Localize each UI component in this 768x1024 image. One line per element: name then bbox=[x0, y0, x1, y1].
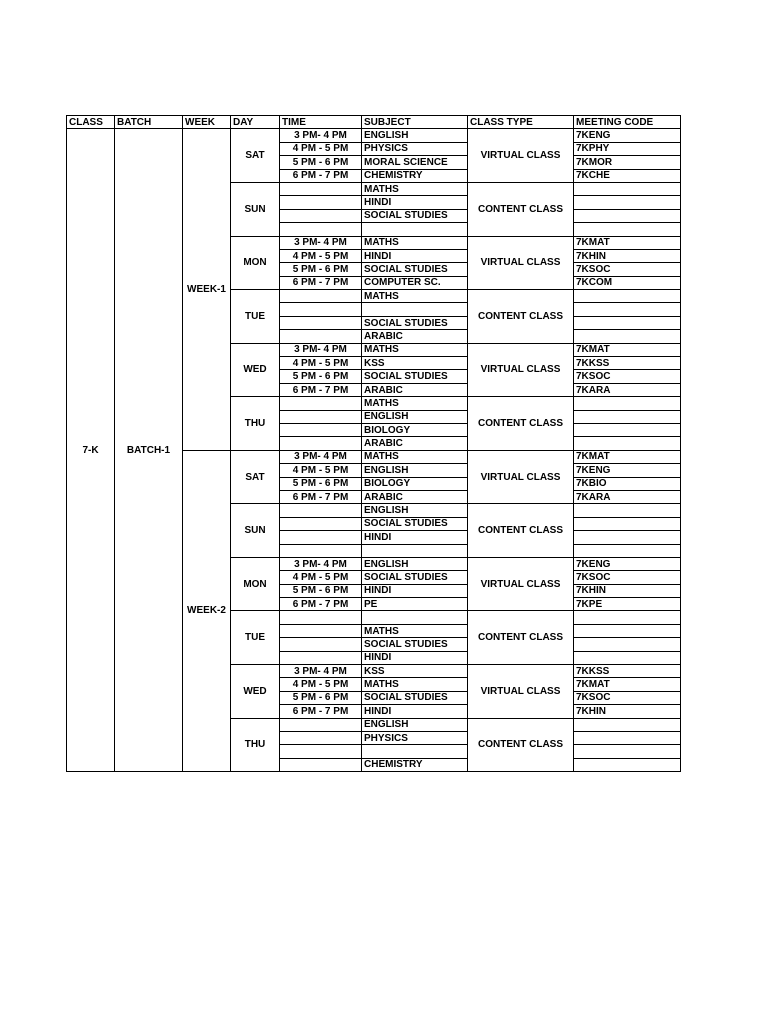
meeting-code-cell bbox=[574, 182, 681, 195]
subject-cell: ENGLISH bbox=[362, 129, 468, 142]
time-cell: 4 PM - 5 PM bbox=[280, 464, 362, 477]
timetable bbox=[66, 115, 681, 772]
subject-cell: SOCIAL STUDIES bbox=[362, 638, 468, 651]
time-cell bbox=[280, 437, 362, 450]
time-cell: 3 PM- 4 PM bbox=[280, 129, 362, 142]
time-cell bbox=[280, 196, 362, 209]
subject-cell bbox=[362, 303, 468, 316]
class-type-cell: VIRTUAL CLASS bbox=[468, 557, 574, 611]
meeting-code-cell bbox=[574, 517, 681, 530]
time-cell bbox=[280, 182, 362, 195]
subject-cell bbox=[362, 611, 468, 624]
meeting-code-cell: 7KCHE bbox=[574, 169, 681, 182]
time-cell bbox=[280, 517, 362, 530]
subject-cell: KSS bbox=[362, 357, 468, 370]
time-cell: 4 PM - 5 PM bbox=[280, 142, 362, 155]
time-cell bbox=[280, 209, 362, 222]
subject-cell: SOCIAL STUDIES bbox=[362, 370, 468, 383]
subject-cell: SOCIAL STUDIES bbox=[362, 571, 468, 584]
day-cell: SUN bbox=[231, 182, 280, 236]
time-cell bbox=[280, 758, 362, 771]
meeting-code-cell bbox=[574, 423, 681, 436]
day-cell: WED bbox=[231, 343, 280, 397]
header-batch: BATCH bbox=[115, 116, 183, 129]
header-row bbox=[67, 116, 681, 129]
meeting-code-cell bbox=[574, 316, 681, 329]
week-cell: WEEK-1 bbox=[183, 129, 231, 450]
meeting-code-cell bbox=[574, 651, 681, 664]
class-type-cell: CONTENT CLASS bbox=[468, 611, 574, 665]
time-cell: 5 PM - 6 PM bbox=[280, 691, 362, 704]
subject-cell: SOCIAL STUDIES bbox=[362, 316, 468, 329]
meeting-code-cell: 7KMAT bbox=[574, 678, 681, 691]
meeting-code-cell bbox=[574, 330, 681, 343]
day-cell: THU bbox=[231, 397, 280, 451]
class-type-cell: CONTENT CLASS bbox=[468, 397, 574, 451]
time-cell bbox=[280, 410, 362, 423]
subject-cell: MATHS bbox=[362, 678, 468, 691]
time-cell: 3 PM- 4 PM bbox=[280, 557, 362, 570]
time-cell bbox=[280, 316, 362, 329]
meeting-code-cell bbox=[574, 303, 681, 316]
time-cell bbox=[280, 611, 362, 624]
subject-cell: PE bbox=[362, 598, 468, 611]
class-type-cell: CONTENT CLASS bbox=[468, 182, 574, 236]
time-cell bbox=[280, 651, 362, 664]
subject-cell: CHEMISTRY bbox=[362, 169, 468, 182]
meeting-code-cell bbox=[574, 196, 681, 209]
time-cell: 3 PM- 4 PM bbox=[280, 236, 362, 249]
meeting-code-cell bbox=[574, 223, 681, 236]
time-cell: 4 PM - 5 PM bbox=[280, 571, 362, 584]
day-cell: TUE bbox=[231, 290, 280, 344]
time-cell bbox=[280, 624, 362, 637]
subject-cell: PHYSICS bbox=[362, 142, 468, 155]
subject-cell: MATHS bbox=[362, 290, 468, 303]
subject-cell: HINDI bbox=[362, 531, 468, 544]
time-cell bbox=[280, 638, 362, 651]
time-cell: 6 PM - 7 PM bbox=[280, 705, 362, 718]
week-cell: WEEK-2 bbox=[183, 450, 231, 771]
meeting-code-cell: 7KSOC bbox=[574, 370, 681, 383]
meeting-code-cell: 7KMAT bbox=[574, 450, 681, 463]
meeting-code-cell: 7KMAT bbox=[574, 236, 681, 249]
subject-cell: MATHS bbox=[362, 450, 468, 463]
meeting-code-cell: 7KHIN bbox=[574, 584, 681, 597]
batch-cell: BATCH-1 bbox=[115, 129, 183, 772]
meeting-code-cell: 7KARA bbox=[574, 490, 681, 503]
meeting-code-cell bbox=[574, 290, 681, 303]
subject-cell: MATHS bbox=[362, 624, 468, 637]
subject-cell: MATHS bbox=[362, 397, 468, 410]
subject-cell: MATHS bbox=[362, 182, 468, 195]
time-cell bbox=[280, 504, 362, 517]
header-class: CLASS bbox=[67, 116, 115, 129]
subject-cell bbox=[362, 223, 468, 236]
meeting-code-cell bbox=[574, 624, 681, 637]
time-cell: 4 PM - 5 PM bbox=[280, 249, 362, 262]
subject-cell: SOCIAL STUDIES bbox=[362, 691, 468, 704]
day-cell: TUE bbox=[231, 611, 280, 665]
time-cell bbox=[280, 544, 362, 557]
meeting-code-cell bbox=[574, 209, 681, 222]
meeting-code-cell: 7KPHY bbox=[574, 142, 681, 155]
subject-cell: SOCIAL STUDIES bbox=[362, 517, 468, 530]
class-cell: 7-K bbox=[67, 129, 115, 772]
subject-cell: ENGLISH bbox=[362, 410, 468, 423]
class-type-cell: VIRTUAL CLASS bbox=[468, 665, 574, 719]
meeting-code-cell bbox=[574, 397, 681, 410]
timetable-sheet bbox=[66, 115, 681, 772]
subject-cell: ENGLISH bbox=[362, 557, 468, 570]
class-type-cell: CONTENT CLASS bbox=[468, 290, 574, 344]
class-type-cell: CONTENT CLASS bbox=[468, 718, 574, 772]
subject-cell: ARABIC bbox=[362, 490, 468, 503]
table-row bbox=[67, 129, 681, 142]
meeting-code-cell bbox=[574, 611, 681, 624]
meeting-code-cell bbox=[574, 731, 681, 744]
meeting-code-cell bbox=[574, 638, 681, 651]
time-cell: 6 PM - 7 PM bbox=[280, 490, 362, 503]
header-meeting-code: MEETING CODE bbox=[574, 116, 681, 129]
time-cell: 6 PM - 7 PM bbox=[280, 276, 362, 289]
header-day: DAY bbox=[231, 116, 280, 129]
subject-cell: PHYSICS bbox=[362, 731, 468, 744]
time-cell bbox=[280, 745, 362, 758]
day-cell: SUN bbox=[231, 504, 280, 558]
subject-cell: CHEMISTRY bbox=[362, 758, 468, 771]
meeting-code-cell: 7KCOM bbox=[574, 276, 681, 289]
time-cell: 5 PM - 6 PM bbox=[280, 477, 362, 490]
subject-cell: HINDI bbox=[362, 584, 468, 597]
meeting-code-cell: 7KARA bbox=[574, 383, 681, 396]
meeting-code-cell bbox=[574, 758, 681, 771]
subject-cell: ENGLISH bbox=[362, 464, 468, 477]
time-cell bbox=[280, 397, 362, 410]
time-cell: 6 PM - 7 PM bbox=[280, 598, 362, 611]
time-cell: 5 PM - 6 PM bbox=[280, 263, 362, 276]
subject-cell: SOCIAL STUDIES bbox=[362, 209, 468, 222]
subject-cell bbox=[362, 544, 468, 557]
meeting-code-cell: 7KHIN bbox=[574, 249, 681, 262]
meeting-code-cell: 7KBIO bbox=[574, 477, 681, 490]
time-cell bbox=[280, 718, 362, 731]
time-cell: 3 PM- 4 PM bbox=[280, 450, 362, 463]
class-type-cell: VIRTUAL CLASS bbox=[468, 129, 574, 183]
time-cell: 5 PM - 6 PM bbox=[280, 584, 362, 597]
subject-cell: MORAL SCIENCE bbox=[362, 156, 468, 169]
timetable-body bbox=[67, 129, 681, 772]
class-type-cell: VIRTUAL CLASS bbox=[468, 450, 574, 504]
subject-cell: HINDI bbox=[362, 651, 468, 664]
time-cell bbox=[280, 303, 362, 316]
subject-cell: ARABIC bbox=[362, 383, 468, 396]
meeting-code-cell: 7KSOC bbox=[574, 263, 681, 276]
time-cell bbox=[280, 330, 362, 343]
meeting-code-cell: 7KMOR bbox=[574, 156, 681, 169]
class-type-cell: VIRTUAL CLASS bbox=[468, 343, 574, 397]
time-cell bbox=[280, 290, 362, 303]
time-cell bbox=[280, 223, 362, 236]
time-cell: 4 PM - 5 PM bbox=[280, 357, 362, 370]
meeting-code-cell bbox=[574, 410, 681, 423]
time-cell bbox=[280, 423, 362, 436]
day-cell: MON bbox=[231, 557, 280, 611]
header-subject: SUBJECT bbox=[362, 116, 468, 129]
subject-cell: ENGLISH bbox=[362, 718, 468, 731]
header-time: TIME bbox=[280, 116, 362, 129]
time-cell bbox=[280, 731, 362, 744]
subject-cell: HINDI bbox=[362, 249, 468, 262]
subject-cell: SOCIAL STUDIES bbox=[362, 263, 468, 276]
day-cell: WED bbox=[231, 665, 280, 719]
time-cell: 3 PM- 4 PM bbox=[280, 665, 362, 678]
header-week: WEEK bbox=[183, 116, 231, 129]
class-type-cell: CONTENT CLASS bbox=[468, 504, 574, 558]
meeting-code-cell bbox=[574, 544, 681, 557]
subject-cell bbox=[362, 745, 468, 758]
time-cell: 6 PM - 7 PM bbox=[280, 169, 362, 182]
meeting-code-cell: 7KENG bbox=[574, 129, 681, 142]
day-cell: SAT bbox=[231, 450, 280, 504]
meeting-code-cell: 7KENG bbox=[574, 464, 681, 477]
subject-cell: HINDI bbox=[362, 705, 468, 718]
meeting-code-cell bbox=[574, 531, 681, 544]
class-type-cell: VIRTUAL CLASS bbox=[468, 236, 574, 290]
meeting-code-cell bbox=[574, 504, 681, 517]
meeting-code-cell: 7KENG bbox=[574, 557, 681, 570]
time-cell: 3 PM- 4 PM bbox=[280, 343, 362, 356]
subject-cell: ARABIC bbox=[362, 437, 468, 450]
day-cell: SAT bbox=[231, 129, 280, 183]
subject-cell: MATHS bbox=[362, 236, 468, 249]
time-cell: 5 PM - 6 PM bbox=[280, 156, 362, 169]
time-cell: 4 PM - 5 PM bbox=[280, 678, 362, 691]
time-cell: 6 PM - 7 PM bbox=[280, 383, 362, 396]
meeting-code-cell: 7KPE bbox=[574, 598, 681, 611]
time-cell: 5 PM - 6 PM bbox=[280, 370, 362, 383]
subject-cell: BIOLOGY bbox=[362, 477, 468, 490]
day-cell: THU bbox=[231, 718, 280, 772]
meeting-code-cell: 7KKSS bbox=[574, 357, 681, 370]
subject-cell: COMPUTER SC. bbox=[362, 276, 468, 289]
meeting-code-cell: 7KHIN bbox=[574, 705, 681, 718]
subject-cell: KSS bbox=[362, 665, 468, 678]
meeting-code-cell: 7KMAT bbox=[574, 343, 681, 356]
subject-cell: ARABIC bbox=[362, 330, 468, 343]
subject-cell: HINDI bbox=[362, 196, 468, 209]
meeting-code-cell: 7KSOC bbox=[574, 571, 681, 584]
time-cell bbox=[280, 531, 362, 544]
subject-cell: ENGLISH bbox=[362, 504, 468, 517]
meeting-code-cell bbox=[574, 745, 681, 758]
meeting-code-cell: 7KSOC bbox=[574, 691, 681, 704]
day-cell: MON bbox=[231, 236, 280, 290]
meeting-code-cell: 7KKSS bbox=[574, 665, 681, 678]
meeting-code-cell bbox=[574, 718, 681, 731]
header-class-type: CLASS TYPE bbox=[468, 116, 574, 129]
meeting-code-cell bbox=[574, 437, 681, 450]
subject-cell: MATHS bbox=[362, 343, 468, 356]
subject-cell: BIOLOGY bbox=[362, 423, 468, 436]
